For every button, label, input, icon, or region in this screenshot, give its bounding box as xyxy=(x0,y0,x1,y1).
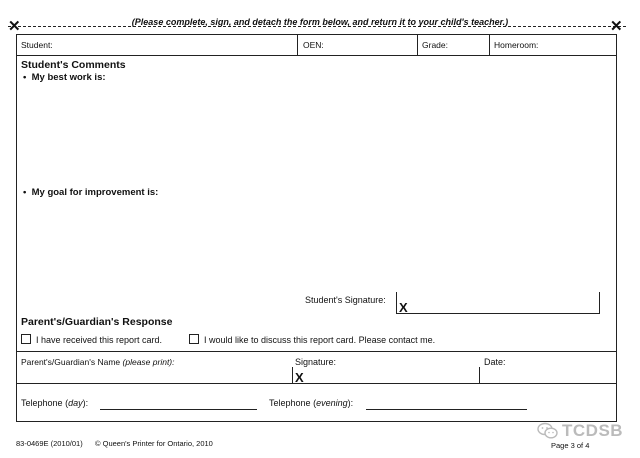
parent-name-hint: (please print): xyxy=(122,357,175,367)
bullet-best-work xyxy=(23,72,106,83)
divider xyxy=(489,34,490,55)
date-marker xyxy=(479,367,480,383)
paren-close: ): xyxy=(82,398,89,408)
telephone-evening-label xyxy=(269,398,353,408)
parent-signature-label: Signature: xyxy=(295,357,337,367)
scissors-icon-left: ✕ xyxy=(8,18,21,35)
student-signature-label: Student's Signature: xyxy=(305,295,386,305)
telephone-prefix: Telephone xyxy=(269,398,311,408)
detach-instruction: (Please complete, sign, and detach the form below, and return it to your child's teacher.) xyxy=(131,17,509,27)
homeroom-label: Homeroom: xyxy=(494,40,539,50)
telephone-prefix: Telephone xyxy=(21,398,63,408)
student-signature-x: X xyxy=(399,300,408,315)
day-text: day xyxy=(68,398,83,408)
received-checkbox[interactable] xyxy=(21,334,31,344)
best-work-area[interactable] xyxy=(38,86,608,181)
row-divider xyxy=(16,351,617,352)
oen-label: OEN: xyxy=(303,40,324,50)
bullet-goal xyxy=(23,187,158,198)
goal-area[interactable] xyxy=(38,201,608,286)
paren-close: ): xyxy=(347,398,354,408)
student-comments-title: Student's Comments xyxy=(21,59,126,71)
divider xyxy=(297,34,298,55)
scissors-icon-right: ✕ xyxy=(610,18,623,35)
wechat-icon xyxy=(537,422,559,445)
bullet-icon: • xyxy=(23,72,27,83)
evening-text: evening xyxy=(316,398,348,408)
student-signature-box[interactable] xyxy=(396,292,600,314)
parent-signature-field[interactable] xyxy=(306,367,471,382)
goal-label: My goal for improvement is: xyxy=(31,187,159,198)
best-work-label: My best work is: xyxy=(31,72,106,83)
discuss-label: I would like to discuss this report card. Please contact me. xyxy=(204,335,436,345)
paren-open: ( xyxy=(313,398,317,408)
form-code: 83-0469E (2010/01) xyxy=(16,439,83,448)
telephone-evening-field[interactable] xyxy=(366,409,527,410)
copyright: © Queen's Printer for Ontario, 2010 xyxy=(95,439,213,448)
grade-label: Grade: xyxy=(422,40,448,50)
row-divider xyxy=(16,383,617,384)
discuss-checkbox[interactable] xyxy=(189,334,199,344)
parent-name-label xyxy=(21,357,175,367)
parent-signature-x: X xyxy=(295,370,304,385)
date-field[interactable] xyxy=(484,367,609,382)
parent-name-text: Parent's/Guardian's Name xyxy=(21,357,121,367)
parent-response-title: Parent's/Guardian's Response xyxy=(21,316,173,328)
row-divider xyxy=(16,55,617,56)
telephone-day-label xyxy=(21,398,88,408)
date-label: Date: xyxy=(484,357,506,367)
student-label: Student: xyxy=(21,40,53,50)
signature-marker xyxy=(292,367,293,383)
bullet-icon: • xyxy=(23,187,27,198)
parent-name-field[interactable] xyxy=(21,367,286,381)
received-label: I have received this report card. xyxy=(36,335,163,345)
watermark-text: TCDSB xyxy=(562,421,624,440)
divider xyxy=(417,34,418,55)
paren-open: ( xyxy=(65,398,69,408)
telephone-day-field[interactable] xyxy=(100,409,257,410)
page-number: Page 3 of 4 xyxy=(551,441,590,450)
